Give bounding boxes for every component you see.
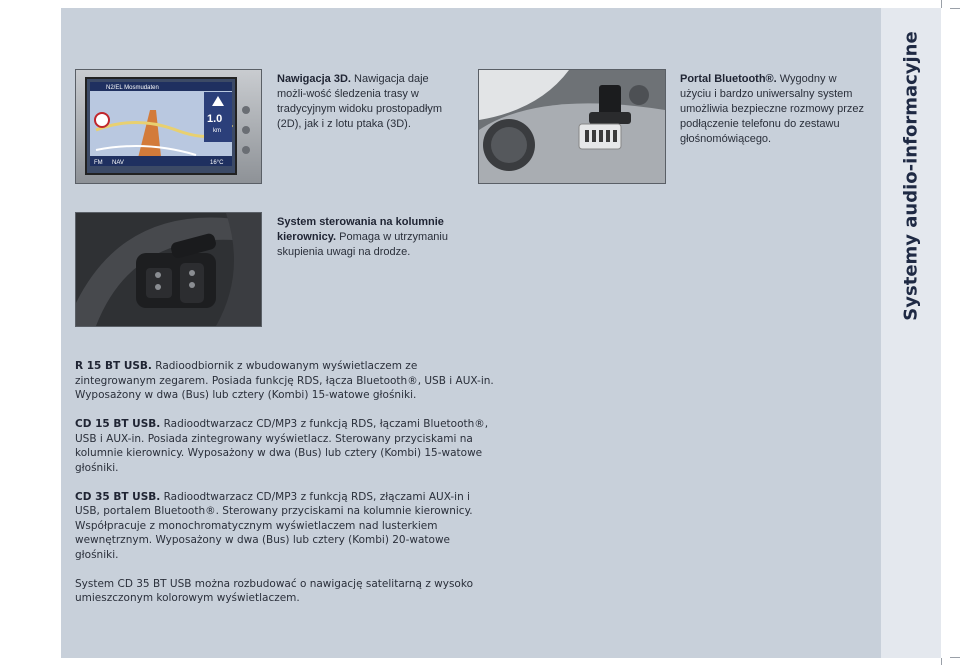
navigation-caption (277, 72, 457, 132)
gps-street-label: N2/EL Mosmudaten (106, 85, 159, 91)
section-title: Systemy audio-informacyjne (900, 31, 922, 321)
bluetooth-caption-text: Wygodny w użyciu i bardzo uniwersalny system umożliwia bezpieczne rozmowy przez podłączenie telefonu do zestawu głośnomówiącego. (680, 73, 865, 145)
paragraph-cd35 (75, 490, 495, 563)
steering-controls-illustration (76, 213, 261, 326)
navigation-caption-title: Nawigacja 3D. (277, 73, 351, 85)
steering-controls-photo (75, 212, 262, 327)
navigation-caption-text: Nawigacja daje możli-wość śledzenia trasy w tradycyjnym widoku prostopadłym (2D), jak i z lotu ptaka (3D). (277, 73, 443, 130)
gps-footer-mid: NAV (112, 160, 124, 166)
paragraph-cd15-text: Radioodtwarzacz CD/MP3 z funkcją RDS, łączami Bluetooth®, USB i AUX-in. Posiada zintegrowany wyświetlacz. Sterowany przyciskami na kolumnie kierownicy. Wyposażony w dwa (Bus) lub cztery (Kombi) 15-watowe głośniki. (75, 418, 489, 474)
steering-caption (277, 215, 449, 260)
paragraph-cd15 (75, 417, 495, 475)
paragraph-cd35-title: CD 35 BT USB. (75, 490, 161, 503)
trim-mark-right-top (950, 8, 960, 9)
product-descriptions (75, 359, 495, 620)
trim-mark-top (941, 0, 942, 8)
bluetooth-caption (680, 72, 870, 147)
bluetooth-portal-photo (478, 69, 666, 184)
gps-distance-unit: km (213, 128, 221, 134)
paragraph-navigation-upgrade-text: System CD 35 BT USB można rozbudować o nawigację satelitarną z wysoko umieszczonym kolorowym wyświetlaczem. (75, 577, 473, 604)
paragraph-r15-text: Radioodbiornik z wbudowanym wyświetlaczem ze zintegrowanym zegarem. Posiada funkcję RDS, łącza Bluetooth®, USB i AUX-in. Wyposażony w dwa (Bus) lub cztery (Kombi) 15-watowe głośniki. (75, 360, 494, 401)
gps-footer-left: FM (94, 160, 103, 166)
gps-navigation-photo (75, 69, 262, 184)
steering-caption-text: Pomaga w utrzymaniu skupienia uwagi na drodze. (277, 231, 448, 258)
trim-mark-bottom (941, 658, 942, 665)
paragraph-navigation-upgrade (75, 577, 495, 606)
paragraph-cd35-text: Radioodtwarzacz CD/MP3 z funkcją RDS, złączami AUX-in i USB, portalem Bluetooth®. Sterowany przyciskami na kolumnie kierownicy. Współpracuje z monochromatycznym wyświetlaczem nad lusterkiem wewnętrznym. Wyposażony w dwa (Bus) lub cztery (Kombi) 20-watowe głośniki. (75, 490, 473, 561)
trim-mark-right-bottom (950, 657, 960, 658)
steering-caption-title: System sterowania na kolumnie kierownicy. (277, 216, 444, 243)
gps-footer-right: 16°C (210, 160, 224, 166)
gps-device-illustration (76, 70, 261, 183)
gps-distance-value: 1.0 (207, 113, 223, 125)
bluetooth-caption-title: Portal Bluetooth®. (680, 73, 777, 85)
paragraph-r15-title: R 15 BT USB. (75, 360, 152, 372)
paragraph-cd15-title: CD 15 BT USB. (75, 418, 161, 430)
bluetooth-portal-illustration (479, 70, 665, 183)
paragraph-r15 (75, 359, 495, 403)
